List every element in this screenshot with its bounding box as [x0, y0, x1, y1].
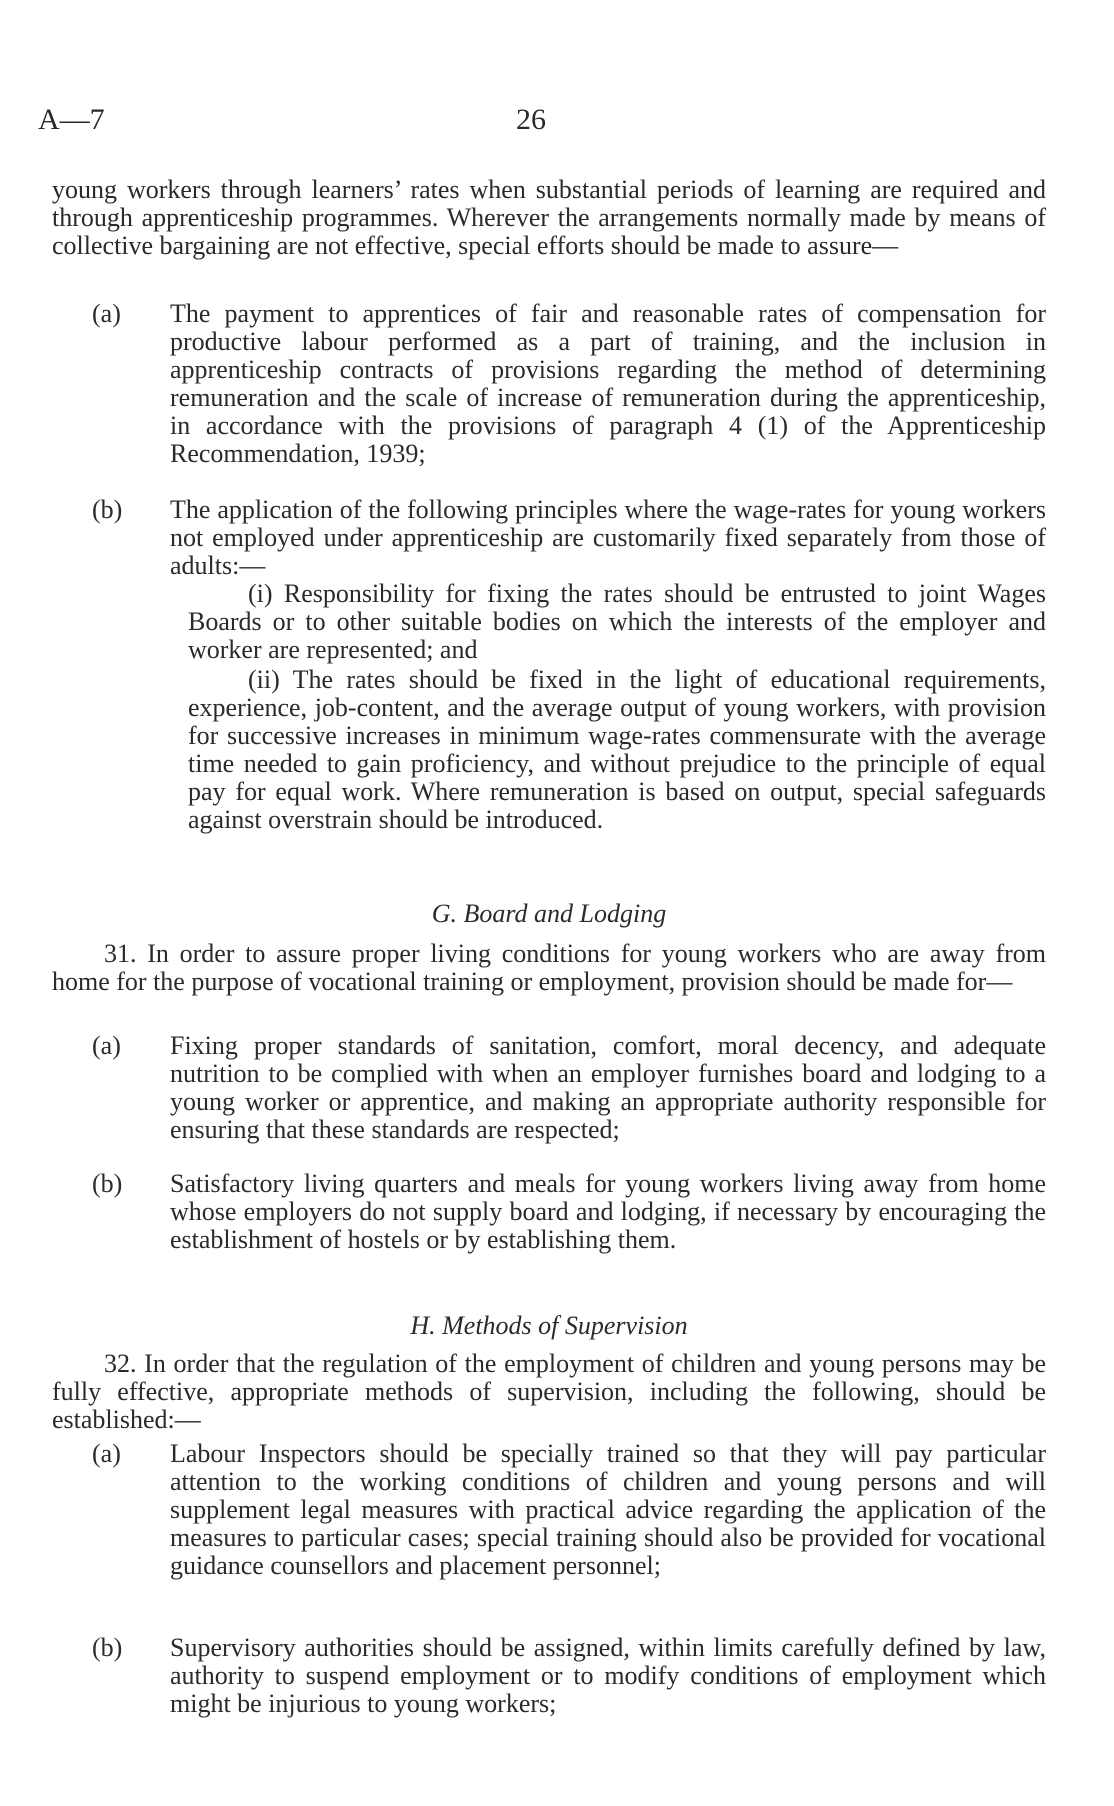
item-label: (a): [92, 299, 121, 328]
item-label: (b): [92, 495, 123, 524]
paragraph-32: 32. In order that the regulation of the employment of children and young persons may be fully effective, appropriate methods of supervision, including the following, should be established:—: [52, 1349, 1046, 1434]
paragraph-31: 31. In order to assure proper living conditions for young workers who are away from home for the purpose of vocational training or employment, provision should be made for—: [52, 939, 1046, 996]
item-text: Satisfactory living quarters and meals for young workers living away from home whose employers do not supply board and lodging, if necessary by encouraging the establishment of hostels or by establishing them.: [170, 1169, 1046, 1254]
list-item-b: [92, 495, 1046, 580]
intro-continuation-paragraph: young workers through learners’ rates when substantial periods of learning are required and through apprenticeship programmes. Wherever the arrangements normally made by means of collective bargaining are not effective, special efforts should be made to assure—: [52, 175, 1046, 260]
item-label: (b): [92, 1169, 123, 1198]
item-label: (b): [92, 1633, 123, 1662]
list-item-31b: [92, 1169, 1046, 1254]
item-text: Labour Inspectors should be specially trained so that they will pay particular attention to the working conditions of children and young persons and will supplement legal measures with practical advice regarding the application of the measures to particular cases; special training should also be provided for vocational guidance counsellors and placement personnel;: [170, 1439, 1046, 1580]
sub-item-i: (i) Responsibility for fixing the rates should be entrusted to joint Wages Boards or to other suitable bodies on which the interests of the employer and worker are represented; and: [188, 579, 1046, 664]
list-item-31a: [92, 1031, 1046, 1144]
section-heading-h: H. Methods of Supervision: [410, 1311, 688, 1340]
item-text: Fixing proper standards of sanitation, comfort, moral decency, and adequate nutrition to be complied with when an employer furnishes board and lodging to a young worker or apprentice, and making an appropriate authority responsible for ensuring that these standards are respected;: [170, 1031, 1046, 1144]
page-code: A—7: [38, 103, 105, 136]
item-label: (a): [92, 1031, 121, 1060]
sub-item-ii: (ii) The rates should be fixed in the light of educational requirements, experience, job-content, and the average output of young workers, with provision for successive increases in minimum wage-rates commensurate with the average time needed to gain proficiency, and without prejudice to the principle of equal pay for equal work. Where remuneration is based on output, special safeguards against overstrain should be introduced.: [188, 665, 1046, 834]
list-item-32a: [92, 1439, 1046, 1580]
page-number: 26: [516, 103, 546, 136]
item-label: (a): [92, 1439, 121, 1468]
item-text: Supervisory authorities should be assigned, within limits carefully defined by law, authority to suspend employment or to modify conditions of employment which might be injurious to young workers;: [170, 1633, 1046, 1718]
list-item-a: [92, 299, 1046, 468]
item-text: The payment to apprentices of fair and reasonable rates of compensation for productive labour performed as a part of training, and the inclusion in apprenticeship contracts of provisions regarding the method of determining remuneration and the scale of increase of remuneration during the apprenticeship, in accordance with the provisions of paragraph 4 (1) of the Apprenticeship Recommendation, 1939;: [170, 299, 1046, 468]
list-item-32b: [92, 1633, 1046, 1718]
item-text: The application of the following principles where the wage-rates for young workers not employed under apprenticeship are customarily fixed separately from those of adults:—: [170, 495, 1046, 580]
section-heading-g: G. Board and Lodging: [431, 899, 667, 928]
